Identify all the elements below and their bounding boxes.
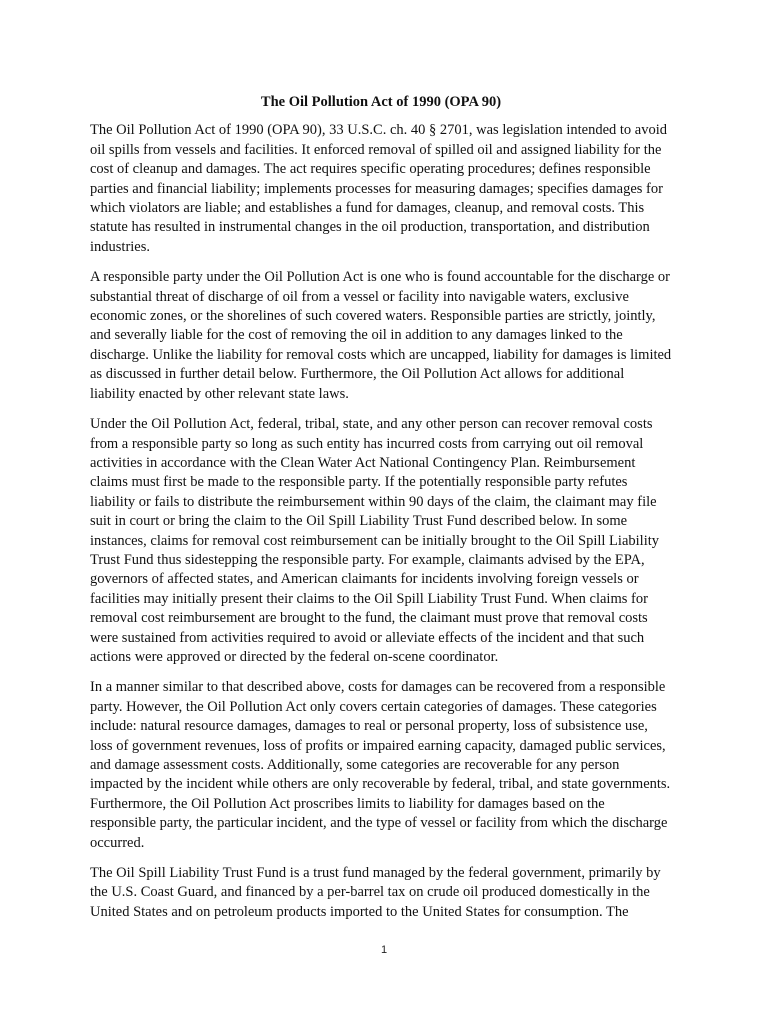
page-number: 1 [380,944,388,956]
document-body [90,93,672,933]
paragraph-responsible-party: A responsible party under the Oil Pollution Act is one who is found accountable for the discharge or substantial threat of discharge of oil from a vessel or facility into navigable waters, exclusive economic zones, or the shorelines of such covered waters. Responsible parties are strictly, jointly, and severally liable for the cost of removing the oil in addition to any damages linked to the discharge. Unlike the liability for removal costs which are uncapped, liability for damages is limited as discussed in further detail below. Furthermore, the Oil Pollution Act allows for additional liability enacted by other relevant state laws. [90,269,672,402]
paragraph-trust-fund: The Oil Spill Liability Trust Fund is a trust fund managed by the federal government, primarily by the U.S. Coast Guard, and financed by a per-barrel tax on crude oil produced domestically in the United States and on petroleum products imported to the United States for consumption. The [90,865,661,920]
paragraph-opa-overview: The Oil Pollution Act of 1990 (OPA 90), 33 U.S.C. ch. 40 § 2701, was legislation intended to avoid oil spills from vessels and facilities. It enforced removal of spilled oil and assigned liability for the cost of cleanup and damages. The act requires specific operating procedures; defines responsible parties and financial liability; implements processes for measuring damages; specifies damages for which violators are liable; and establishes a fund for damages, cleanup, and removal costs. This statute has resulted in instrumental changes in the oil production, transportation, and distribution industries. [90,122,668,255]
paragraph-damages: In a manner similar to that described above, costs for damages can be recovered from a responsible party. However, the Oil Pollution Act only covers certain categories of damages. These categories include: natural resource damages, damages to real or personal property, loss of subsistence use, loss of government revenues, loss of profits or impaired earning capacity, damaged public services, and damage assessment costs. Additionally, some categories are recoverable for any person impacted by the incident while others are only recoverable by federal, tribal, and state governments. Furthermore, the Oil Pollution Act proscribes limits to liability for damages based on the responsible party, the particular incident, and the type of vessel or facility from which the discharge occurred. [90,679,671,851]
paragraph-removal-costs: Under the Oil Pollution Act, federal, tribal, state, and any other person can recover removal costs from a responsible party so long as such entity has incurred costs from carrying out oil removal activities in accordance with the Clean Water Act National Contingency Plan. Reimbursement claims must first be made to the responsible party. If the potentially responsible party refutes liability or fails to distribute the reimbursement within 90 days of the claim, the claimant may file suit in court or bring the claim to the Oil Spill Liability Trust Fund described below. In some instances, claims for removal cost reimbursement can be initially brought to the Oil Spill Liability Trust Fund thus sidestepping the responsible party. For example, claimants advised by the EPA, governors of affected states, and American claimants for incidents involving foreign vessels or facilities may initially present their claims to the Oil Spill Liability Trust Fund. When claims for removal cost reimbursement are brought to the fund, the claimant must prove that removal costs were sustained from activities required to avoid or alleviate effects of the incident and that such actions were approved or directed by the federal on-scene coordinator. [90,416,659,665]
document-title: The Oil Pollution Act of 1990 (OPA 90) [260,94,502,110]
